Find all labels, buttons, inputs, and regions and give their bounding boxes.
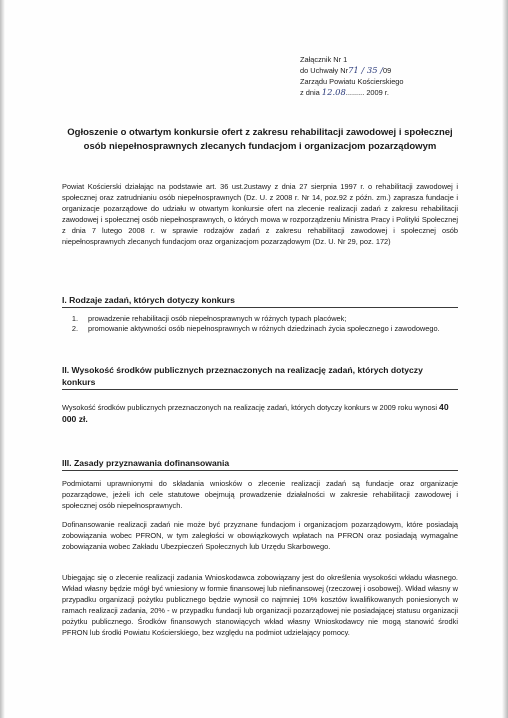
section-1-underline (62, 307, 458, 308)
document-title: Ogłoszenie o otwartym konkursie ofert z zakresu rehabilitacji zawodowej i społecznej osób niepełnosprawnych zlecanych fundacjom i organizacjom pozarządowym (67, 127, 453, 152)
scan-edge-right (502, 0, 508, 718)
annex-line-1: Załącznik Nr 1 (300, 55, 348, 64)
scan-edge-left (0, 0, 5, 718)
section-1-heading: I. Rodzaje zadań, których dotyczy konkurs (62, 295, 235, 305)
annex-resolution-label: do Uchwały Nr (300, 66, 349, 75)
funding-amount-value: 40 000 zł. (62, 402, 449, 424)
handwritten-date: 12.08 (321, 87, 346, 97)
funding-amount-paragraph (62, 402, 458, 426)
funding-amount-text: Wysokość środków publicznych przeznaczonych na realizację zadań, których dotyczy konkurs w 2009 roku wynosi (62, 403, 437, 412)
annex-line-3: Zarządu Powiatu Kościerskiego (300, 77, 404, 86)
annex-date-year: ......... 2009 r. (345, 88, 389, 97)
annex-header (300, 54, 404, 98)
annex-date-label: z dnia (300, 88, 320, 97)
exclusion-paragraph: Dofinansowanie realizacji zadań nie może być przyznane fundacjom i organizacjom pozarządowym, które posiadają zobowiązania wobec PFRON, w tym zaległości w obowiązkowych wpłatach na PFRON oraz posiadają wymagalne zobowiązania wobec Zakładu Ubezpieczeń Społecznych lub Urzędu Skarbowego. (62, 520, 458, 551)
section-3-underline (62, 470, 458, 471)
annex-line-2 (300, 65, 404, 76)
list-item: 1. prowadzenie rehabilitacji osób niepełnosprawnych w różnych typach placówek; (71, 314, 347, 323)
handwritten-resolution-number: 71 / 35 / (348, 65, 384, 75)
intro-paragraph: Powiat Kościerski działając na podstawie art. 36 ust.2ustawy z dnia 27 sierpnia 1997 r. o rehabilitacji zawodowej i społecznej oraz zatrudnianiu osób niepełnosprawnych (Dz. U. z 2008 r. Nr 14, poz.92 z późn. zm.) zaprasza fundacje i organizacje pozarządowe do udziału w otwartym konkursie ofert na zlecenie realizacji zadań z zakresu rehabilitacji zawodowej i społecznej osób niepełnosprawnych, o których mowa w rozporządzeniu Ministra Pracy i Polityki Społecznej z dnia 7 lutego 2008 r. w sprawie rodzajów zadań z zakresu rehabilitacji zawodowej i społecznej osób niepełnosprawnych zlecanych fundacjom oraz organizacjom pozarządowym (Dz. U. Nr 29, poz. 172) (62, 182, 458, 246)
eligibility-paragraph: Podmiotami uprawnionymi do składania wniosków o zlecenie realizacji zadań są fundacje oraz organizacje pozarządowe, jeżeli ich cele statutowe obejmują prowadzenie działalności w zakresie rehabilitacji zawodowej i społecznej osób niepełnosprawnych. (62, 479, 458, 510)
list-item: 2. promowanie aktywności osób niepełnosprawnych w różnych dziedzinach życia społecznego i zawodowego. (71, 324, 440, 334)
section-2-underline (62, 389, 458, 390)
annex-line-4 (300, 87, 404, 98)
section-2-heading: II. Wysokość środków publicznych przeznaczonych na realizację zadań, których dotyczy konkurs (62, 365, 423, 387)
task-type-list (62, 314, 458, 335)
own-contribution-paragraph: Ubiegając się o zlecenie realizacji zadania Wnioskodawca zobowiązany jest do określenia wysokości wkładu własnego. Wkład własny będzie mógł być wniesiony w formie finansowej lub niefinansowej (rzeczowej i osobowej). Wkład własny w przypadku organizacji pożytku publicznego będzie wynosił co najmniej 10% kosztów kwalifikowanych poniesionych w ramach realizacji zadania, 20% - w przypadku fundacji lub organizacji pozarządowej nie posiadającej statusu organizacji pożytku publicznego. Środków finansowych stanowiących wkład własny Wnioskodawcy nie mogą stanowić środki PFRON lub środki Powiatu Kościerskiego, bez względu na podmiot udzielający pomocy. (62, 573, 458, 637)
section-3-heading: III. Zasady przyznawania dofinansowania (62, 458, 230, 468)
annex-resolution-year: 09 (383, 66, 392, 75)
